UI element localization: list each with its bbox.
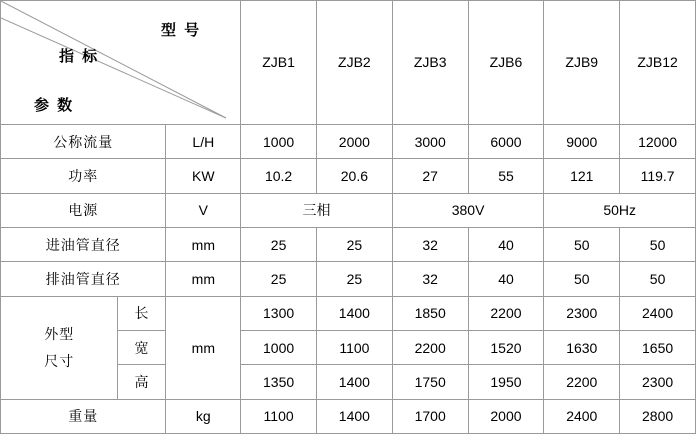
- model-header-zjb6: ZJB6: [468, 1, 544, 125]
- cell-inlet-zjb12: 50: [620, 227, 696, 261]
- cell-outlet-zjb6: 40: [468, 262, 544, 296]
- row-label-nominal-flow: 公称流量: [1, 124, 166, 158]
- table-row-outlet-pipe-diameter: [1, 262, 696, 296]
- cell-weight-zjb12: 2800: [620, 399, 696, 433]
- row-label-outlet-pipe-diameter: 排油管直径: [1, 262, 166, 296]
- model-header-zjb3: ZJB3: [392, 1, 468, 125]
- table-row-inlet-pipe-diameter: [1, 227, 696, 261]
- cell-weight-zjb6: 2000: [468, 399, 544, 433]
- model-header-zjb12: ZJB12: [620, 1, 696, 125]
- cell-outlet-zjb9: 50: [544, 262, 620, 296]
- cell-nominal-flow-zjb3: 3000: [392, 124, 468, 158]
- cell-height-zjb6: 1950: [468, 365, 544, 399]
- cell-nominal-flow-zjb12: 12000: [620, 124, 696, 158]
- cell-inlet-zjb6: 40: [468, 227, 544, 261]
- model-header-zjb9: ZJB9: [544, 1, 620, 125]
- cell-power-zjb6: 55: [468, 159, 544, 193]
- cell-width-zjb2: 1100: [316, 330, 392, 364]
- row-unit-inlet-pipe-diameter: mm: [166, 227, 241, 261]
- cell-power-zjb12: 119.7: [620, 159, 696, 193]
- cell-height-zjb2: 1400: [316, 365, 392, 399]
- table-row-power: [1, 159, 696, 193]
- cell-inlet-zjb9: 50: [544, 227, 620, 261]
- cell-outlet-zjb12: 50: [620, 262, 696, 296]
- cell-length-zjb3: 1850: [392, 296, 468, 330]
- cell-length-zjb1: 1300: [241, 296, 317, 330]
- cell-power-supply-frequency: 50Hz: [544, 193, 696, 227]
- header-param-label: 参 数: [34, 97, 75, 114]
- row-unit-nominal-flow: L/H: [166, 124, 241, 158]
- cell-width-zjb1: 1000: [241, 330, 317, 364]
- cell-length-zjb12: 2400: [620, 296, 696, 330]
- table-row-weight: [1, 399, 696, 433]
- outer-dimensions-label-line2: 尺寸: [44, 352, 75, 369]
- cell-width-zjb9: 1630: [544, 330, 620, 364]
- cell-power-supply-phase: 三相: [241, 193, 393, 227]
- row-unit-weight: kg: [166, 399, 241, 433]
- model-header-zjb2: ZJB2: [316, 1, 392, 125]
- sub-label-width: 宽: [118, 330, 166, 364]
- row-unit-power: KW: [166, 159, 241, 193]
- row-label-power-supply: 电源: [1, 193, 166, 227]
- row-label-inlet-pipe-diameter: 进油管直径: [1, 227, 166, 261]
- outer-dimensions-label-line1: 外型: [44, 326, 75, 342]
- cell-weight-zjb2: 1400: [316, 399, 392, 433]
- header-model-label: 型 号: [161, 22, 202, 39]
- row-unit-power-supply: V: [166, 193, 241, 227]
- cell-inlet-zjb3: 32: [392, 227, 468, 261]
- cell-power-zjb1: 10.2: [241, 159, 317, 193]
- cell-outlet-zjb3: 32: [392, 262, 468, 296]
- cell-height-zjb9: 2200: [544, 365, 620, 399]
- cell-nominal-flow-zjb2: 2000: [316, 124, 392, 158]
- cell-weight-zjb1: 1100: [241, 399, 317, 433]
- table-row-power-supply: [1, 193, 696, 227]
- table-row-nominal-flow: [1, 124, 696, 158]
- row-label-power: 功率: [1, 159, 166, 193]
- sub-label-length: 长: [118, 296, 166, 330]
- cell-power-supply-voltage: 380V: [392, 193, 544, 227]
- cell-length-zjb2: 1400: [316, 296, 392, 330]
- table-row-dimension-length: [1, 296, 696, 330]
- cell-weight-zjb3: 1700: [392, 399, 468, 433]
- cell-inlet-zjb1: 25: [241, 227, 317, 261]
- cell-width-zjb6: 1520: [468, 330, 544, 364]
- row-unit-outer-dimensions: mm: [166, 296, 241, 399]
- cell-nominal-flow-zjb1: 1000: [241, 124, 317, 158]
- cell-power-zjb3: 27: [392, 159, 468, 193]
- cell-length-zjb6: 2200: [468, 296, 544, 330]
- cell-power-zjb9: 121: [544, 159, 620, 193]
- cell-outlet-zjb1: 25: [241, 262, 317, 296]
- cell-nominal-flow-zjb9: 9000: [544, 124, 620, 158]
- cell-height-zjb1: 1350: [241, 365, 317, 399]
- cell-inlet-zjb2: 25: [316, 227, 392, 261]
- row-unit-outlet-pipe-diameter: mm: [166, 262, 241, 296]
- cell-width-zjb12: 1650: [620, 330, 696, 364]
- model-header-zjb1: ZJB1: [241, 1, 317, 125]
- cell-height-zjb3: 1750: [392, 365, 468, 399]
- row-label-weight: 重量: [1, 399, 166, 433]
- cell-weight-zjb9: 2400: [544, 399, 620, 433]
- cell-length-zjb9: 2300: [544, 296, 620, 330]
- header-index-label: 指 标: [59, 48, 100, 65]
- header-corner-cell: [1, 1, 241, 125]
- cell-power-zjb2: 20.6: [316, 159, 392, 193]
- sub-label-height: 高: [118, 365, 166, 399]
- cell-nominal-flow-zjb6: 6000: [468, 124, 544, 158]
- row-label-outer-dimensions: [1, 296, 118, 399]
- cell-height-zjb12: 2300: [620, 365, 696, 399]
- cell-width-zjb3: 2200: [392, 330, 468, 364]
- table-header-row: [1, 1, 696, 125]
- cell-outlet-zjb2: 25: [316, 262, 392, 296]
